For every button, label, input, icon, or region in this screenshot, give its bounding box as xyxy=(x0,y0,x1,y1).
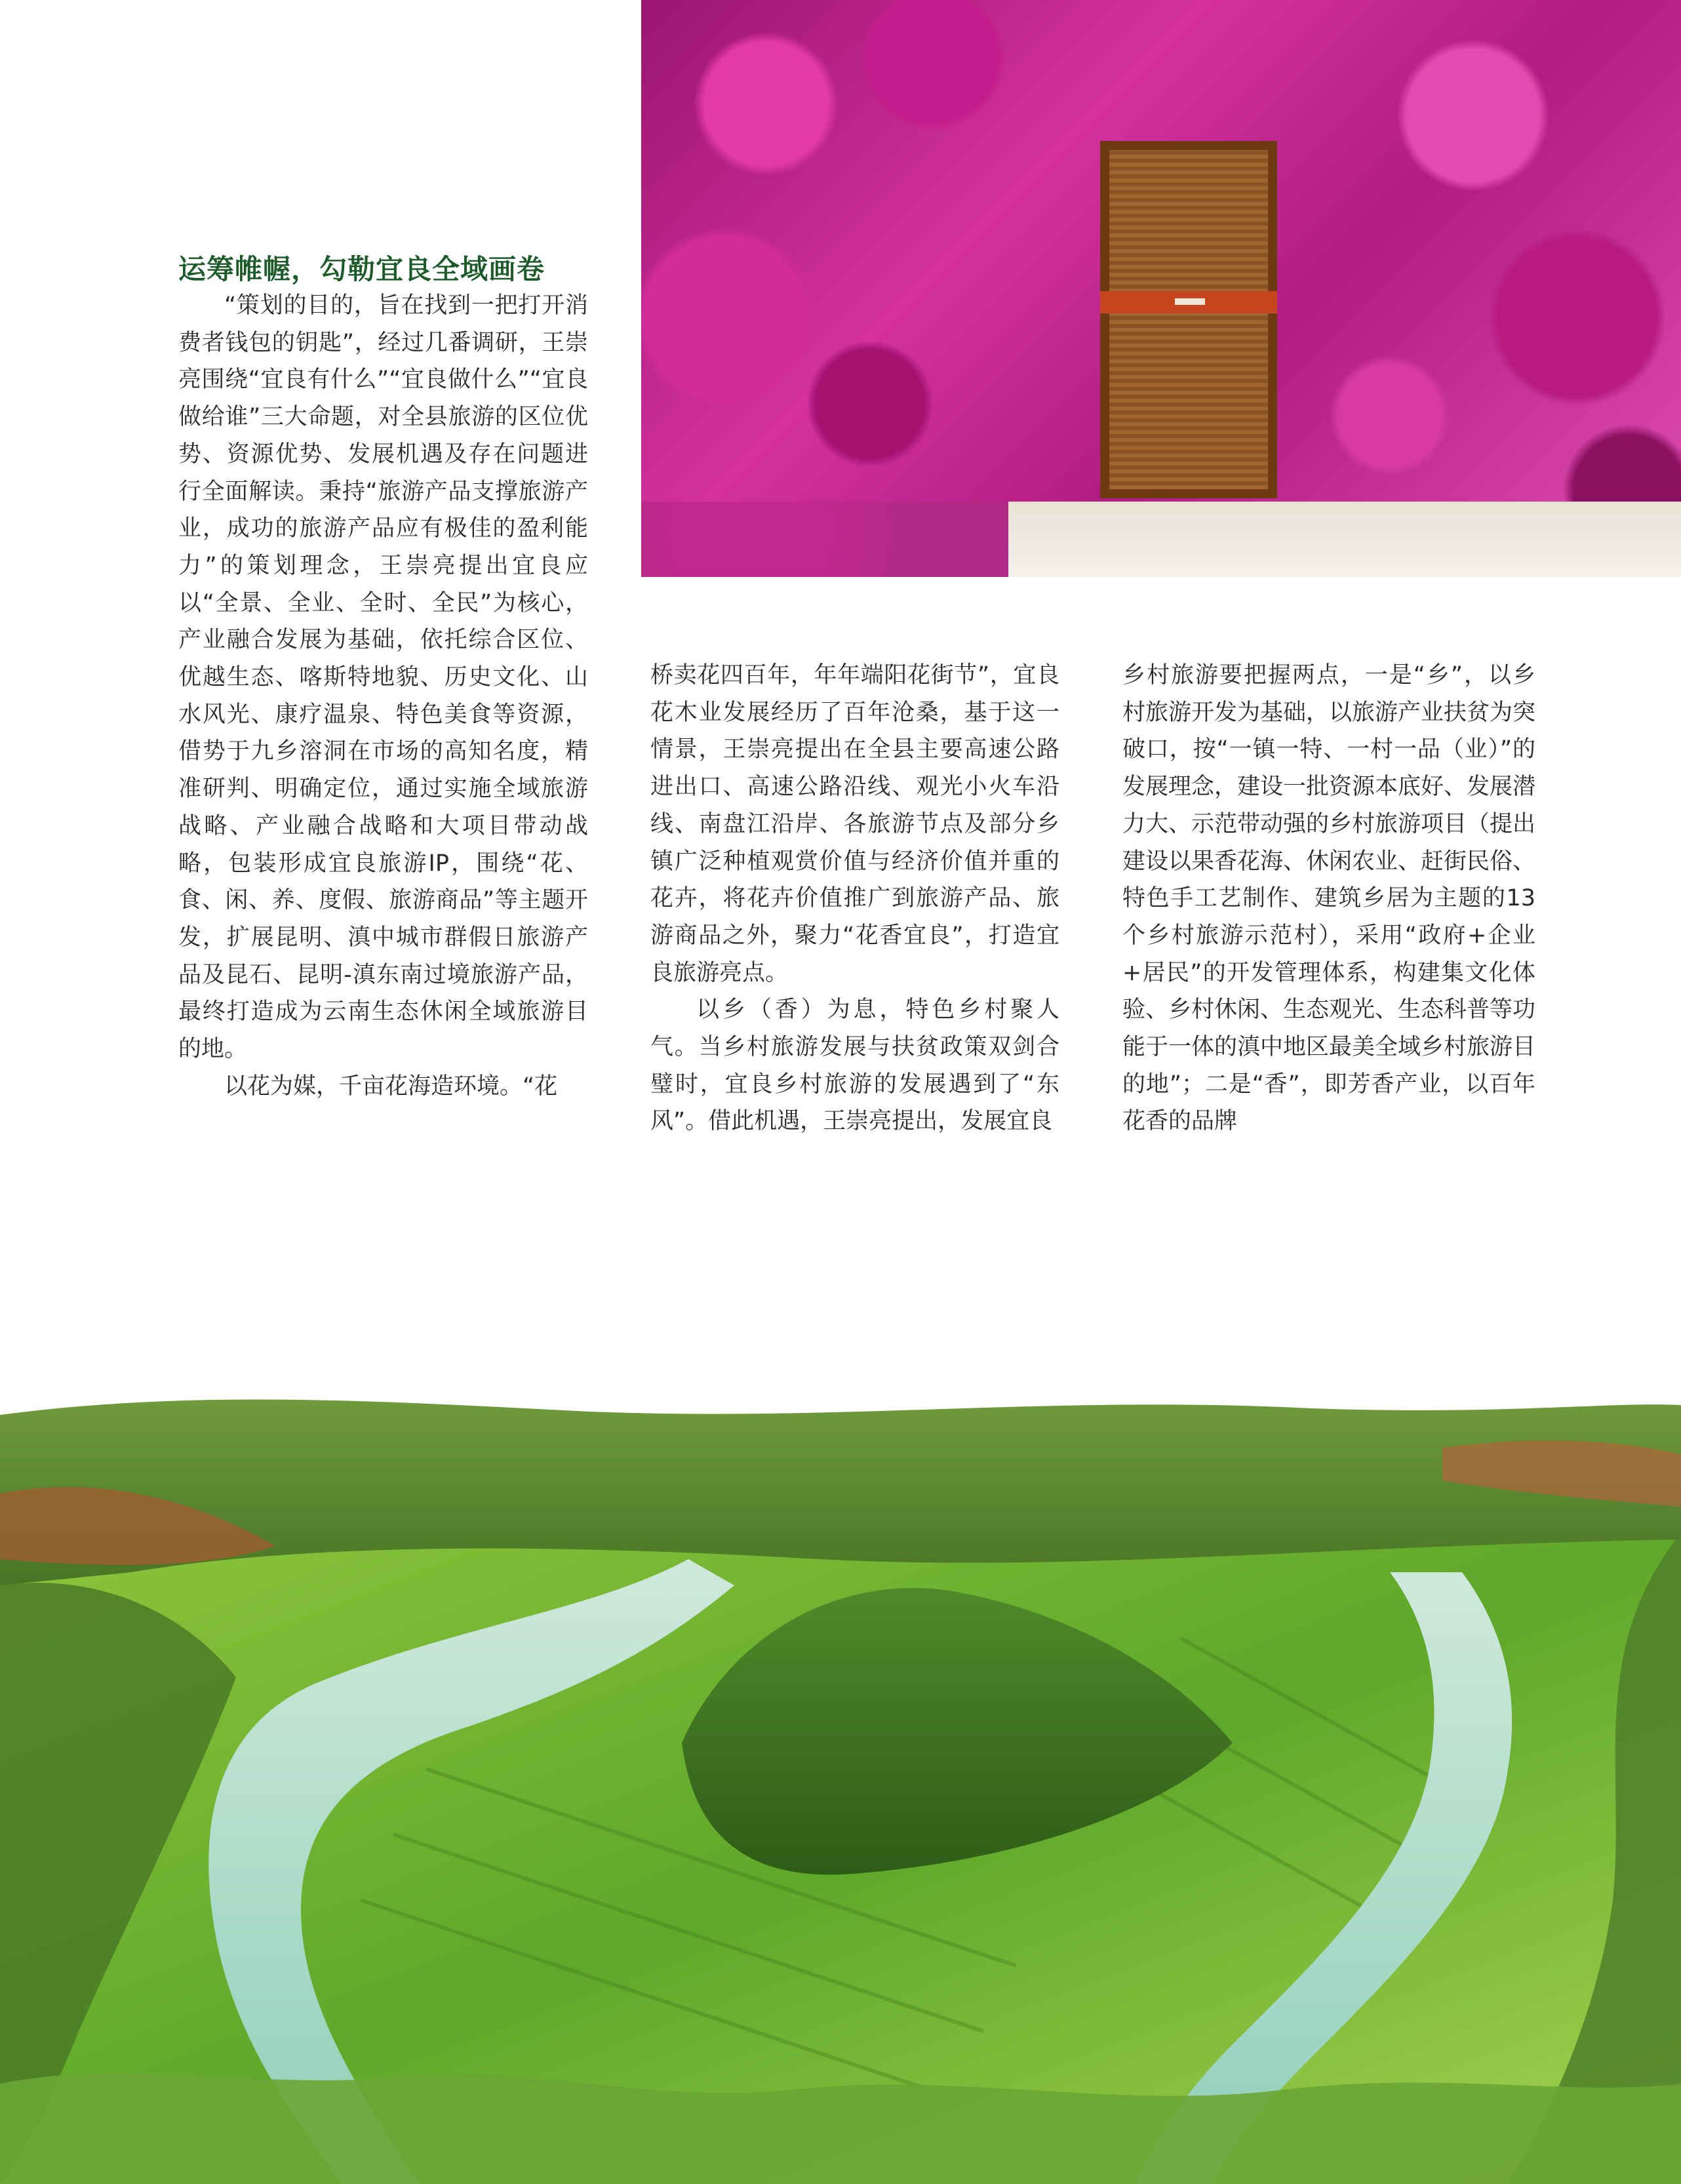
flower-wall-photo xyxy=(641,0,1681,577)
paragraph: “策划的目的，旨在找到一把打开消费者钱包的钥匙”，经过几番调研，王崇亮围绕“宜良有什么”“宜良做什么”“宜良做给谁”三大命题，对全县旅游的区位优势、资源优势、发展机遇及存在问题进行全面解读。秉持“旅游产品支撑旅游产业，成功的旅游产品应有极佳的盈利能力”的策划理念，王崇亮提出宜良应以“全景、全业、全时、全民”为核心，产业融合发展为基础，依托综合区位、优越生态、喀斯特地貌、历史文化、山水风光、康疗温泉、特色美食等资源，借势于九乡溶洞在市场的高知名度，精准研判、明确定位，通过实施全域旅游战略、产业融合战略和大项目带动战略，包装形成宜良旅游IP，围绕“花、食、闲、养、度假、旅游商品”等主题开发，扩展昆明、滇中城市群假日旅游产品及昆石、昆明-滇东南过境旅游产品，最终打造成为云南生态休闲全域旅游目的地。 xyxy=(178,292,588,1063)
photo-fallen-petals xyxy=(641,502,1008,577)
valley-illustration xyxy=(0,1376,1681,2184)
section-heading: 运筹帷幄，勾勒宜良全域画卷 xyxy=(178,253,545,285)
paragraph: 桥卖花四百年，年年端阳花街节”，宜良花木业发展经历了百年沧桑，基于这一情景，王崇亮提出在全县主要高速公路进出口、高速公路沿线、观光小火车沿线、南盘江沿岸、各旅游节点及部分乡镇广泛种植观赏价值与经济价值并重的花卉，将花卉价值推广到旅游产品、旅游商品之外，聚力“花香宜良”，打造宜良旅游亮点。 xyxy=(650,662,1059,986)
wooden-door xyxy=(1100,141,1277,498)
river-valley-photo xyxy=(0,1376,1681,2184)
text-column-3 xyxy=(1122,657,1535,1140)
text-column-1 xyxy=(178,287,588,1105)
paragraph: 乡村旅游要把握两点，一是“乡”，以乡村旅游开发为基础，以旅游产业扶贫为突破口，按“一镇一特、一村一品（业）”的发展理念，建设一批资源本底好、发展潜力大、示范带动强的乡村旅游项目（提出建设以果香花海、休闲农业、赶街民俗、特色手工艺制作、建筑乡居为主题的13个乡村旅游示范村），采用“政府+企业+居民”的开发管理体系，构建集文化体验、乡村休闲、生态观光、生态科普等功能于一体的滇中地区最美全域乡村旅游目的地”；二是“香”，即芳香产业，以百年花香的品牌 xyxy=(1122,662,1536,1135)
paragraph: 以乡（香）为息，特色乡村聚人气。当乡村旅游发展与扶贫政策双剑合璧时，宜良乡村旅游的发展遇到了“东风”。借此机遇，王崇亮提出，发展宜良 xyxy=(650,997,1059,1135)
door-mail-slot xyxy=(1175,298,1205,305)
text-column-2 xyxy=(650,657,1059,1140)
paragraph: 以花为媒，千亩花海造环境。“花 xyxy=(224,1073,558,1100)
foreground-bushes xyxy=(0,2073,1681,2184)
